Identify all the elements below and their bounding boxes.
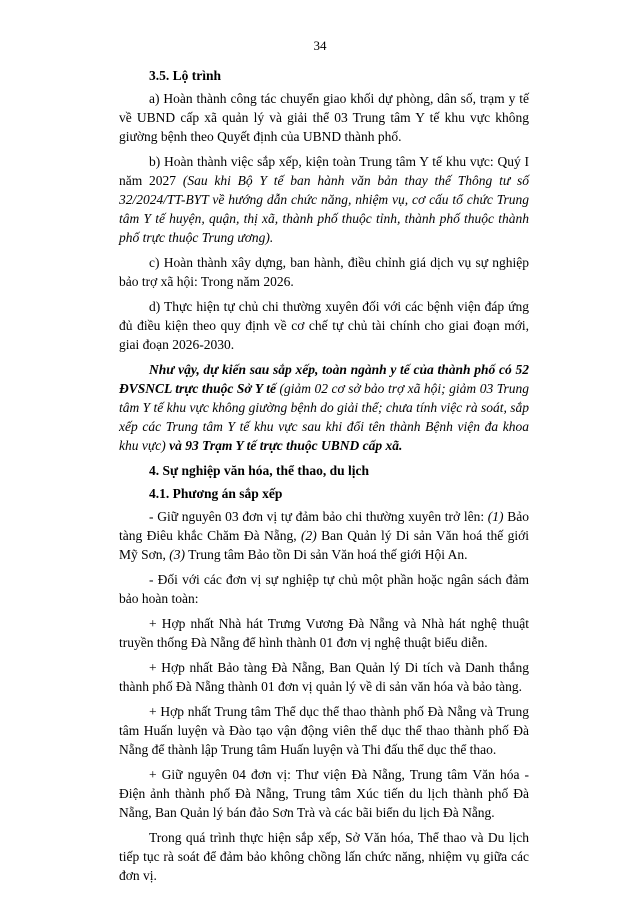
paragraph-c: c) Hoàn thành xây dựng, ban hành, điều chỉnh giá dịch vụ sự nghiệp bảo trợ xã hội: Trong năm 2026. xyxy=(119,255,529,289)
list-item: + Hợp nhất Nhà hát Trưng Vương Đà Nẵng và Nhà hát nghệ thuật truyền thống Đà Nẵng để hình thành 01 đơn vị nghệ thuật biểu diễn. xyxy=(119,616,529,650)
page-content xyxy=(119,66,529,891)
keep-units-item: Trung tâm Bảo tồn Di sản Văn hoá thế giới Hội An. xyxy=(185,547,468,562)
page-number: 34 xyxy=(313,38,327,53)
list-item: + Hợp nhất Bảo tàng Đà Nẵng, Ban Quản lý Di tích và Danh thắng thành phố Đà Nẵng thành 01 đơn vị quản lý về di sản văn hóa và bảo tàng. xyxy=(119,660,529,694)
paragraph-partial-autonomy: - Đối với các đơn vị sự nghiệp tự chủ một phần hoặc ngân sách đảm bảo hoàn toàn: xyxy=(119,572,529,606)
keep-units-item: Ban Quản lý Di sản Văn hoá thế giới Mỹ Sơn, xyxy=(119,528,529,562)
paragraph-b-text: b) Hoàn thành việc sắp xếp, kiện toàn Trung tâm Y tế khu vực: Quý I năm 2027 xyxy=(119,154,529,188)
section-heading-4-1: 4.1. Phương án sắp xếp xyxy=(149,486,283,501)
summary-bold-start: Như vậy, dự kiến sau sắp xếp, toàn ngành y tế của thành phố có 52 ĐVSNCL trực thuộc Sở Y tế xyxy=(119,362,529,396)
section-heading-3-5: 3.5. Lộ trình xyxy=(149,68,222,83)
section-heading-4: 4. Sự nghiệp văn hóa, thể thao, du lịch xyxy=(149,463,370,478)
paragraph-a: a) Hoàn thành công tác chuyển giao khối dự phòng, dân số, trạm y tế về UBND cấp xã quản lý và giải thể 03 Trung tâm Y tế khu vực không giường bệnh theo Quyết định của UBND thành phố. xyxy=(119,91,529,144)
list-item: + Giữ nguyên 04 đơn vị: Thư viện Đà Nẵng, Trung tâm Văn hóa - Điện ảnh thành phố Đà Nẵng, Trung tâm Xúc tiến du lịch thành phố Đà Nẵng, Ban Quản lý bán đảo Sơn Trà và các bãi biển du lịch Đà Nẵng. xyxy=(119,767,529,820)
keep-units-text: - Giữ nguyên 03 đơn vị tự đảm bảo chi thường xuyên trở lên: xyxy=(149,509,488,524)
paragraph-b-note: (Sau khi Bộ Y tế ban hành văn bản thay thế Thông tư số 32/2024/TT-BYT về hướng dẫn chức năng, nhiệm vụ, cơ cấu tổ chức Trung tâm Y tế huyện, quận, thị xã, thành phố thuộc tỉnh, thành phố thuộc thành phố trực thuộc Trung ương). xyxy=(119,173,530,245)
closing-paragraph: Trong quá trình thực hiện sắp xếp, Sở Văn hóa, Thể thao và Du lịch tiếp tục rà soát để đảm bảo không chồng lấn chức năng, nhiệm vụ giữa các đơn vị. xyxy=(119,830,529,883)
paragraph-d: d) Thực hiện tự chủ chi thường xuyên đối với các bệnh viện đáp ứng đủ điều kiện theo quy định về cơ chế tự chủ tài chính cho giai đoạn mới, giai đoạn 2026-2030. xyxy=(119,299,529,352)
keep-units-item: Bảo tàng Điêu khắc Chăm Đà Nẵng, xyxy=(119,509,529,543)
item-number: (3) xyxy=(169,547,186,562)
list-item: + Hợp nhất Trung tâm Thể dục thể thao thành phố Đà Nẵng và Trung tâm Huấn luyện và Đào tạo vận động viên thể dục thể thao thành phố Đà Nẵng để thành lập Trung tâm Huấn luyện và Thi đấu thể dục thể thao. xyxy=(119,704,529,757)
item-number: (2) xyxy=(301,528,317,543)
summary-paragraph xyxy=(119,360,529,455)
paragraph-keep-units xyxy=(119,507,529,564)
item-number: (1) xyxy=(487,509,504,524)
paragraph-b xyxy=(119,152,529,247)
summary-note: (giảm 02 cơ sở bảo trợ xã hội; giảm 03 Trung tâm Y tế khu vực không giường bệnh do giải thể; chưa tính việc rà soát, sắp xếp các Trung tâm Y tế khu vực sau khi đổi tên thành Bệnh viện đa khoa khu vực) xyxy=(119,381,529,453)
summary-bold-end: và 93 Trạm Y tế trực thuộc UBND cấp xã. xyxy=(165,438,403,453)
